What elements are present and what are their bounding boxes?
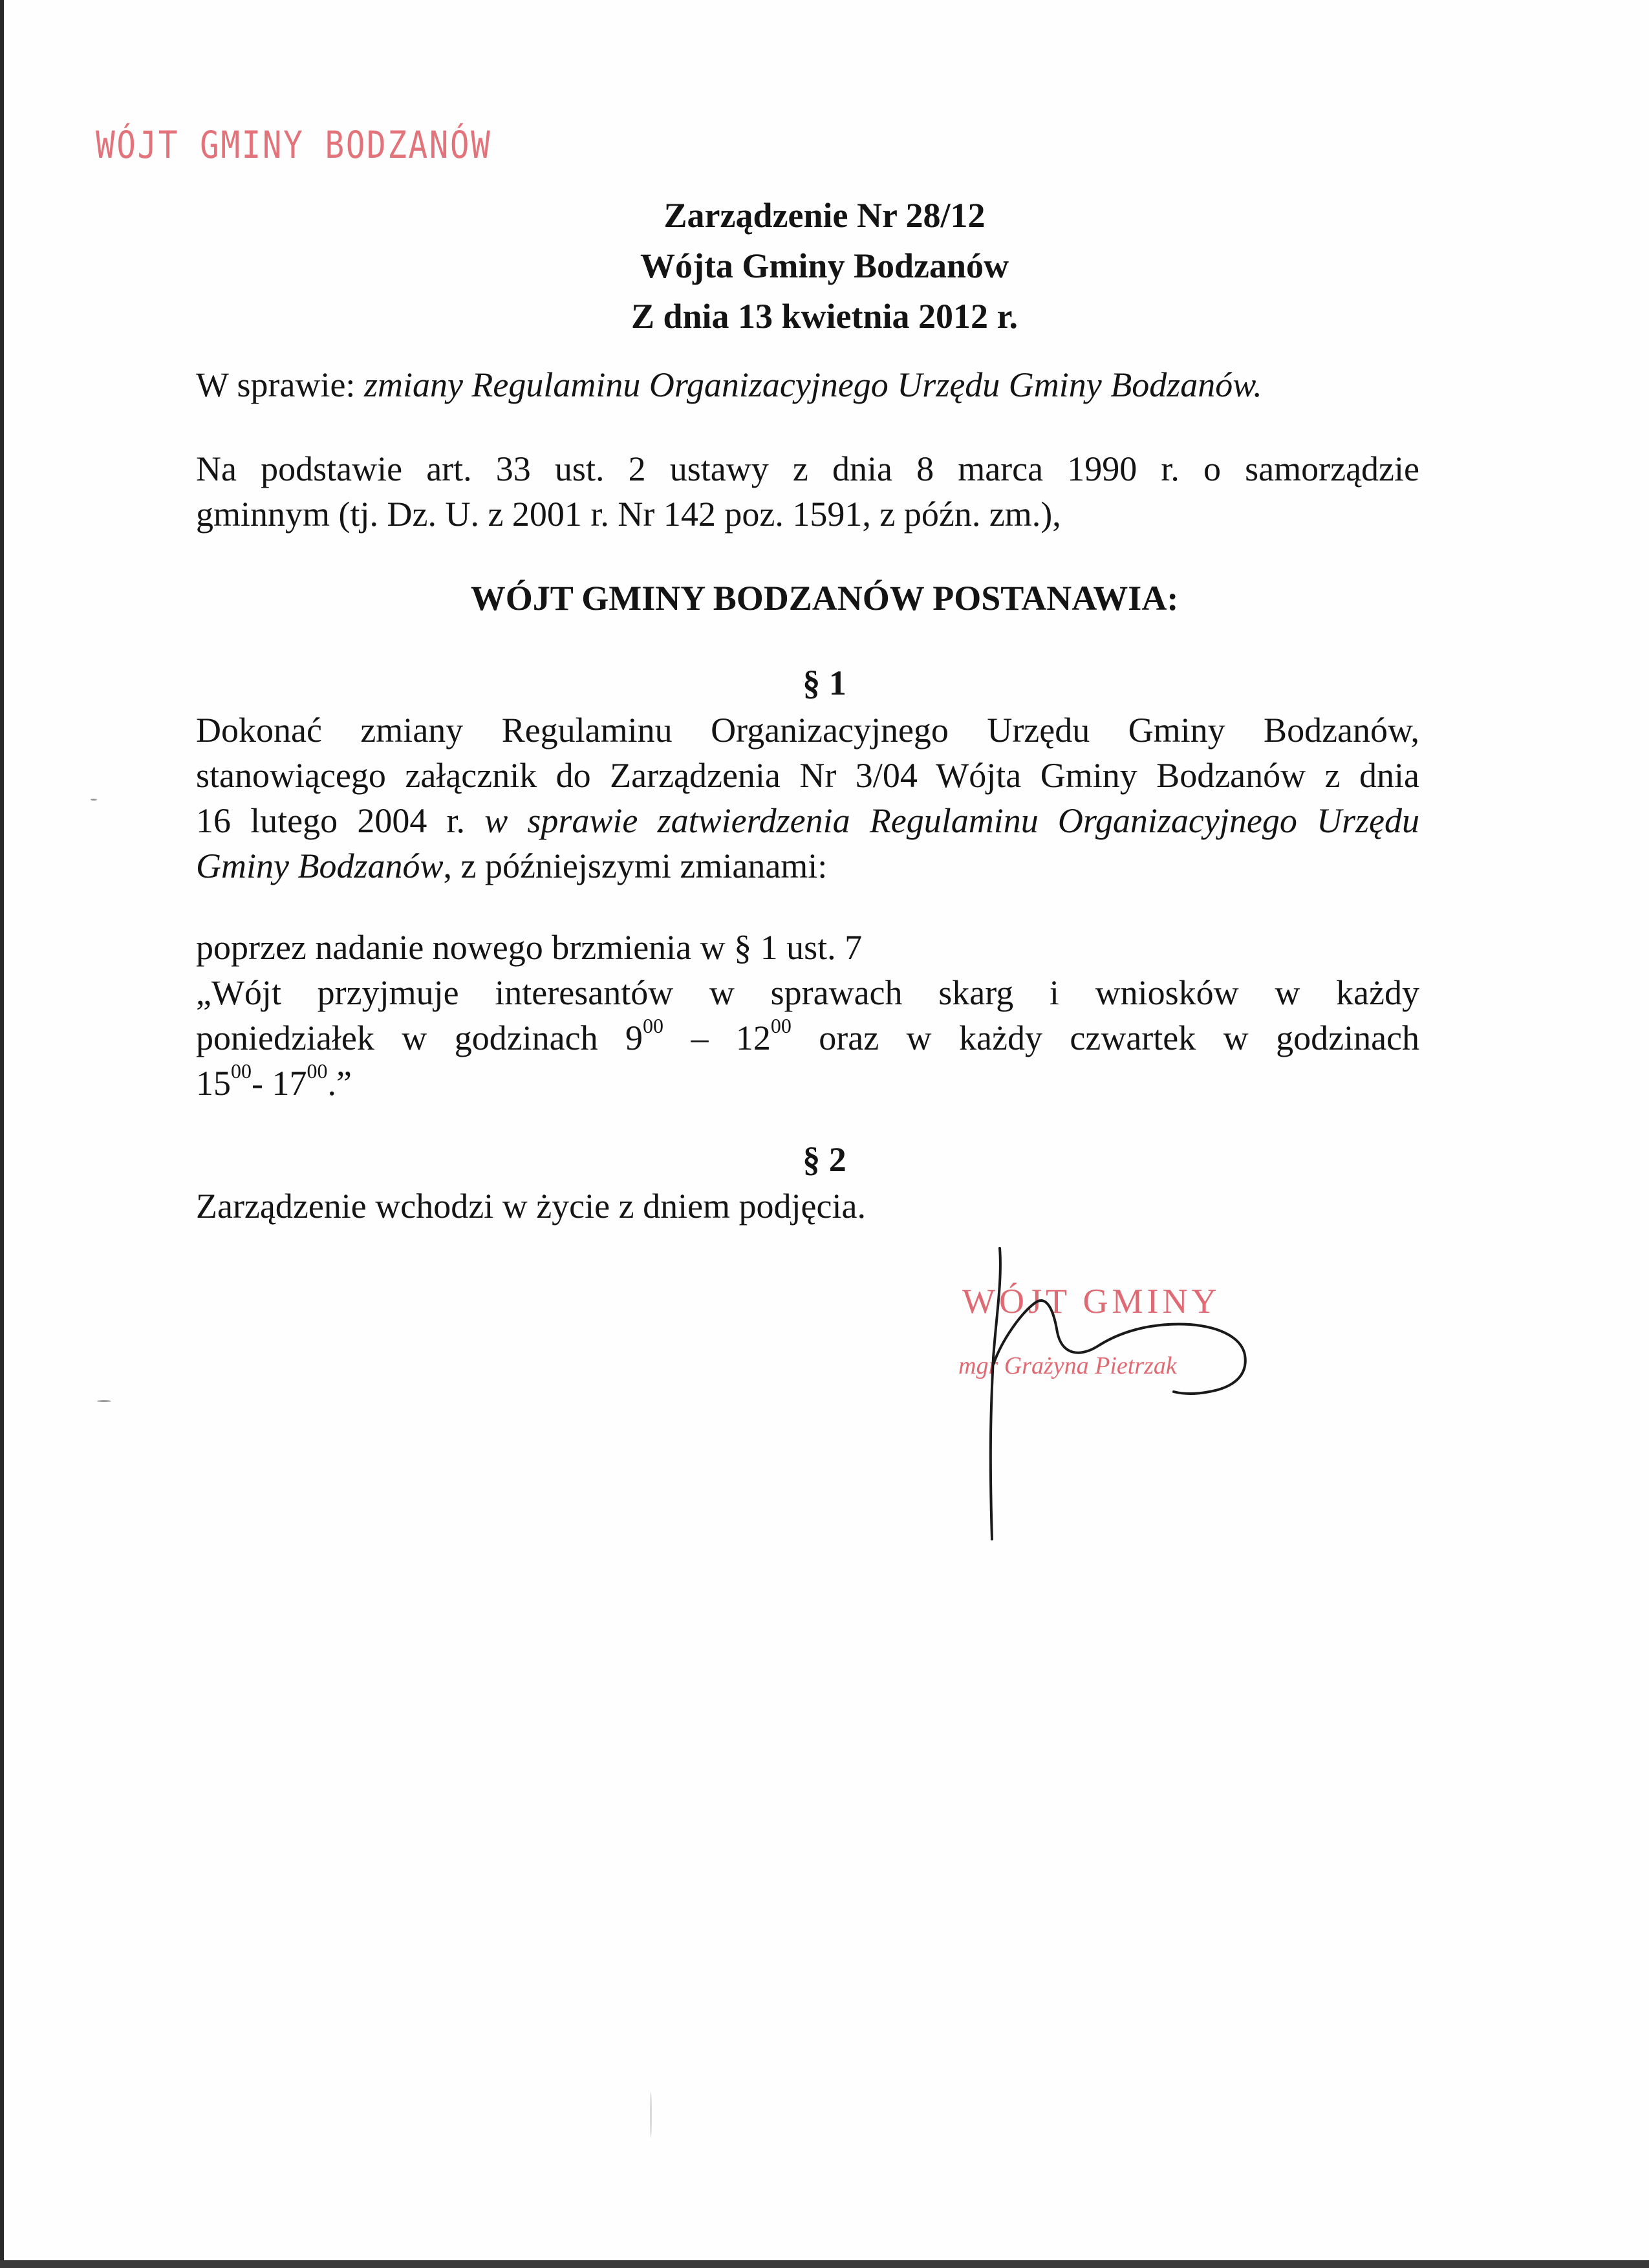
- section1-line3: 16 lutego 2004 r. w sprawie zatwierdzenia Regulaminu Organizacyjnego Urzędu: [196, 801, 1419, 840]
- amendment-intro: poprzez nadanie nowego brzmienia w § 1 ust. 7: [196, 928, 863, 967]
- subject-text: zmiany Regulaminu Organizacyjnego Urzędu Gminy Bodzanów.: [363, 365, 1262, 404]
- ordinance-issuer: Wójta Gminy Bodzanów: [640, 246, 1009, 285]
- section1-heading: § 1: [803, 664, 846, 702]
- section2-text: Zarządzenie wchodzi w życie z dniem podjęcia.: [196, 1187, 866, 1226]
- subject-prefix: W sprawie:: [196, 365, 364, 404]
- section1-body: [196, 707, 1419, 889]
- amendment-quote-line2: poniedziałek w godzinach $9^{00} - 12^{00}$ oraz w każdy czwartek w godzinach: [196, 1014, 1420, 1057]
- signature-stamp-title: WÓJT GMINY: [962, 1282, 1221, 1321]
- scan-speck: [650, 2092, 652, 2137]
- scan-speck: [97, 1400, 111, 1402]
- section1-line2: stanowiącego załącznik do Zarządzenia Nr 3/04 Wójta Gminy Bodzanów z dnia: [196, 756, 1419, 795]
- subject-line: [196, 362, 1419, 407]
- ordinance-number: Zarządzenie Nr 28/12: [663, 196, 986, 235]
- legal-basis-line1: Na podstawie art. 33 ust. 2 ustawy z dnia 8 marca 1990 r. o samorządzie: [196, 449, 1419, 488]
- legal-basis: [196, 446, 1419, 537]
- office-stamp: WÓJT GMINY BODZANÓW: [96, 123, 492, 167]
- section1-line4: Gminy Bodzanów, z późniejszymi zmianami:: [196, 847, 828, 885]
- signature-stamp-name: mgr Grażyna Pietrzak: [958, 1352, 1177, 1379]
- handwritten-signature: [951, 1242, 1287, 1552]
- amendment: [196, 925, 1419, 1106]
- amendment-quote-line3: $15^{00}-$ $17^{00}$.”: [196, 1059, 352, 1103]
- decision-heading: WÓJT GMINY BODZANÓW POSTANAWIA:: [470, 579, 1179, 618]
- scan-speck: [91, 799, 97, 801]
- section1-line1: Dokonać zmiany Regulaminu Organizacyjnego Urzędu Gminy Bodzanów,: [196, 711, 1419, 750]
- amendment-quote-line1: „Wójt przyjmuje interesantów w sprawach skarg i wniosków w każdy: [196, 973, 1419, 1012]
- document-header: [0, 190, 1649, 341]
- ordinance-date: Z dnia 13 kwietnia 2012 r.: [630, 297, 1018, 336]
- section2-body: [196, 1183, 1419, 1229]
- section2-heading: § 2: [803, 1140, 846, 1179]
- legal-basis-line2: gminnym (tj. Dz. U. z 2001 r. Nr 142 poz. 1591, z późn. zm.),: [196, 495, 1061, 534]
- scan-bottom-edge: [0, 2260, 1649, 2268]
